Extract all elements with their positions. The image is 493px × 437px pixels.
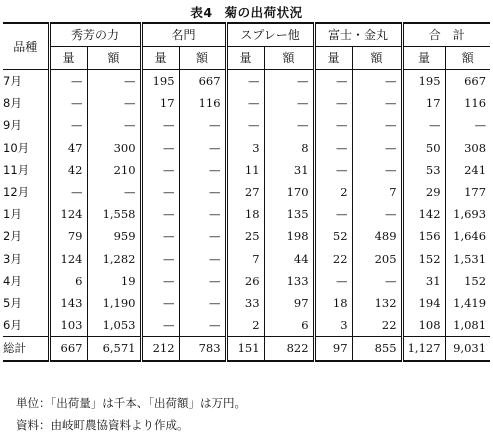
amount-cell: 783 <box>179 337 226 362</box>
amount-cell: 822 <box>264 337 314 362</box>
amount-cell: — <box>352 270 402 292</box>
quantity-cell: 1,127 <box>402 337 445 362</box>
quantity-cell: 26 <box>226 270 264 292</box>
quantity-cell: — <box>226 114 264 136</box>
amount-cell: — <box>352 159 402 181</box>
quantity-cell: 151 <box>226 337 264 362</box>
amount-cell: — <box>352 70 402 93</box>
quantity-cell: 11 <box>226 159 264 181</box>
amount-cell: 198 <box>264 225 314 247</box>
sub-header-quantity: 量 <box>226 47 264 70</box>
row-label: 6月 <box>3 318 22 333</box>
table-row <box>3 137 490 159</box>
amount-cell: 22 <box>352 314 402 337</box>
quantity-cell: — <box>141 114 179 136</box>
table-number: 表4 <box>190 5 213 20</box>
row-label: 2月 <box>3 229 22 244</box>
quantity-cell: 2 <box>314 181 352 203</box>
group-header: 富士・金丸 <box>314 23 402 47</box>
table-row <box>3 203 490 225</box>
amount-cell: — <box>179 181 226 203</box>
amount-cell: 210 <box>87 159 141 181</box>
quantity-cell: 17 <box>402 92 445 114</box>
quantity-cell: — <box>49 70 87 93</box>
table-row <box>3 114 490 136</box>
quantity-cell: 152 <box>402 248 445 270</box>
amount-cell: — <box>179 248 226 270</box>
amount-cell: — <box>264 92 314 114</box>
quantity-cell: 103 <box>49 314 87 337</box>
quantity-cell: — <box>314 159 352 181</box>
table-title <box>0 3 493 21</box>
quantity-cell: 22 <box>314 248 352 270</box>
quantity-cell: 124 <box>49 248 87 270</box>
quantity-cell: — <box>141 137 179 159</box>
row-label: 3月 <box>3 251 22 266</box>
amount-cell: — <box>445 114 490 136</box>
amount-cell: — <box>352 114 402 136</box>
quantity-cell: 27 <box>226 181 264 203</box>
amount-cell: 6 <box>264 314 314 337</box>
quantity-cell: — <box>314 70 352 93</box>
amount-cell: — <box>179 114 226 136</box>
amount-cell: 667 <box>179 70 226 93</box>
amount-cell: 1,081 <box>445 314 490 337</box>
quantity-cell: — <box>141 181 179 203</box>
quantity-cell: 108 <box>402 314 445 337</box>
amount-cell: 1,282 <box>87 248 141 270</box>
amount-cell: — <box>87 114 141 136</box>
amount-cell: 1,053 <box>87 314 141 337</box>
row-label: 7月 <box>3 74 22 88</box>
quantity-cell: 3 <box>226 137 264 159</box>
quantity-cell: 42 <box>49 159 87 181</box>
amount-cell: 116 <box>445 92 490 114</box>
amount-cell: 241 <box>445 159 490 181</box>
amount-cell: 31 <box>264 159 314 181</box>
table-row <box>3 314 490 337</box>
quantity-cell: 6 <box>49 270 87 292</box>
quantity-cell: — <box>141 225 179 247</box>
table-row <box>3 181 490 203</box>
quantity-cell: 156 <box>402 225 445 247</box>
amount-cell: 300 <box>87 137 141 159</box>
quantity-cell: 47 <box>49 137 87 159</box>
quantity-cell: — <box>314 137 352 159</box>
amount-cell: — <box>87 181 141 203</box>
amount-cell: 133 <box>264 270 314 292</box>
table-row <box>3 225 490 247</box>
quantity-cell: — <box>141 248 179 270</box>
group-header: スプレー他 <box>226 23 314 47</box>
sub-header-amount: 額 <box>445 47 490 70</box>
amount-cell: — <box>264 114 314 136</box>
amount-cell: 855 <box>352 337 402 362</box>
amount-cell: 1,190 <box>87 292 141 314</box>
amount-cell: 959 <box>87 225 141 247</box>
sub-header-amount: 額 <box>87 47 141 70</box>
sub-header-row <box>3 47 490 70</box>
amount-cell: 9,031 <box>445 337 490 362</box>
row-label: 12月 <box>3 185 30 200</box>
quantity-cell: 195 <box>141 70 179 93</box>
table-row <box>3 248 490 270</box>
quantity-cell: — <box>226 70 264 93</box>
quantity-cell: 7 <box>226 248 264 270</box>
amount-cell: — <box>264 70 314 93</box>
sub-header-quantity: 量 <box>402 47 445 70</box>
quantity-cell: 33 <box>226 292 264 314</box>
amount-cell: 6,571 <box>87 337 141 362</box>
quantity-cell: 18 <box>226 203 264 225</box>
sub-header-quantity: 量 <box>49 47 87 70</box>
amount-cell: 7 <box>352 181 402 203</box>
quantity-cell: 667 <box>49 337 87 362</box>
quantity-cell: — <box>402 114 445 136</box>
quantity-cell: 195 <box>402 70 445 93</box>
amount-cell: 116 <box>179 92 226 114</box>
table-row <box>3 292 490 314</box>
quantity-cell: — <box>141 270 179 292</box>
quantity-cell: 52 <box>314 225 352 247</box>
sub-header-quantity: 量 <box>314 47 352 70</box>
quantity-cell: 124 <box>49 203 87 225</box>
quantity-cell: — <box>314 270 352 292</box>
quantity-cell: — <box>226 92 264 114</box>
quantity-cell: 2 <box>226 314 264 337</box>
sub-header-amount: 額 <box>264 47 314 70</box>
quantity-cell: — <box>49 181 87 203</box>
quantity-cell: 18 <box>314 292 352 314</box>
quantity-cell: 142 <box>402 203 445 225</box>
quantity-cell: 25 <box>226 225 264 247</box>
amount-cell: 308 <box>445 137 490 159</box>
quantity-cell: 31 <box>402 270 445 292</box>
amount-cell: 177 <box>445 181 490 203</box>
table-row <box>3 92 490 114</box>
table-row <box>3 270 490 292</box>
amount-cell: — <box>179 137 226 159</box>
quantity-cell: 194 <box>402 292 445 314</box>
amount-cell: — <box>179 225 226 247</box>
sub-header-amount: 額 <box>352 47 402 70</box>
row-label: 10月 <box>3 140 30 155</box>
amount-cell: 489 <box>352 225 402 247</box>
amount-cell: 132 <box>352 292 402 314</box>
amount-cell: — <box>352 203 402 225</box>
row-label: 総計 <box>3 337 49 362</box>
amount-cell: — <box>179 159 226 181</box>
amount-cell: — <box>179 314 226 337</box>
amount-cell: 152 <box>445 270 490 292</box>
amount-cell: 8 <box>264 137 314 159</box>
amount-cell: 1,531 <box>445 248 490 270</box>
amount-cell: 1,419 <box>445 292 490 314</box>
amount-cell: — <box>179 292 226 314</box>
shipment-table <box>3 22 490 362</box>
amount-cell: — <box>179 270 226 292</box>
row-label: 8月 <box>3 96 22 111</box>
amount-cell: 667 <box>445 70 490 93</box>
row-label: 5月 <box>3 296 22 311</box>
amount-cell: — <box>87 92 141 114</box>
table-title-text: 菊の出荷状況 <box>224 5 303 20</box>
quantity-cell: — <box>314 203 352 225</box>
amount-cell: — <box>352 92 402 114</box>
sub-header-amount: 額 <box>179 47 226 70</box>
table-notes <box>16 392 246 436</box>
quantity-cell: 97 <box>314 337 352 362</box>
group-header: 合 計 <box>402 23 490 47</box>
amount-cell: 19 <box>87 270 141 292</box>
sub-header-quantity: 量 <box>141 47 179 70</box>
amount-cell: — <box>87 70 141 93</box>
quantity-cell: 143 <box>49 292 87 314</box>
row-label: 9月 <box>3 118 22 133</box>
quantity-cell: — <box>141 292 179 314</box>
quantity-cell: — <box>141 314 179 337</box>
quantity-cell: 29 <box>402 181 445 203</box>
table-row <box>3 70 490 93</box>
table-body <box>3 70 490 362</box>
amount-cell: 205 <box>352 248 402 270</box>
amount-cell: 1,646 <box>445 225 490 247</box>
row-header-label: 品種 <box>3 23 49 70</box>
total-row <box>3 337 490 362</box>
quantity-cell: — <box>141 159 179 181</box>
row-label: 11月 <box>3 162 30 177</box>
table-header <box>3 23 490 70</box>
amount-cell: 170 <box>264 181 314 203</box>
unit-note: 単位：「出荷量」は千本、「出荷額」は万円。 <box>16 396 246 410</box>
amount-cell: — <box>352 137 402 159</box>
quantity-cell: 53 <box>402 159 445 181</box>
group-header-row <box>3 23 490 47</box>
group-header: 秀芳の力 <box>49 23 141 47</box>
amount-cell: — <box>179 203 226 225</box>
quantity-cell: 3 <box>314 314 352 337</box>
amount-cell: 135 <box>264 203 314 225</box>
row-label: 1月 <box>3 207 22 222</box>
row-label: 4月 <box>3 273 22 288</box>
quantity-cell: 50 <box>402 137 445 159</box>
amount-cell: 97 <box>264 292 314 314</box>
quantity-cell: 79 <box>49 225 87 247</box>
quantity-cell: — <box>141 203 179 225</box>
quantity-cell: — <box>49 92 87 114</box>
quantity-cell: — <box>314 114 352 136</box>
quantity-cell: 212 <box>141 337 179 362</box>
source-note: 資料：由岐町農協資料より作成。 <box>16 418 189 432</box>
group-header: 名門 <box>141 23 226 47</box>
quantity-cell: 17 <box>141 92 179 114</box>
amount-cell: 44 <box>264 248 314 270</box>
amount-cell: 1,558 <box>87 203 141 225</box>
quantity-cell: — <box>49 114 87 136</box>
quantity-cell: — <box>314 92 352 114</box>
amount-cell: 1,693 <box>445 203 490 225</box>
table-row <box>3 159 490 181</box>
